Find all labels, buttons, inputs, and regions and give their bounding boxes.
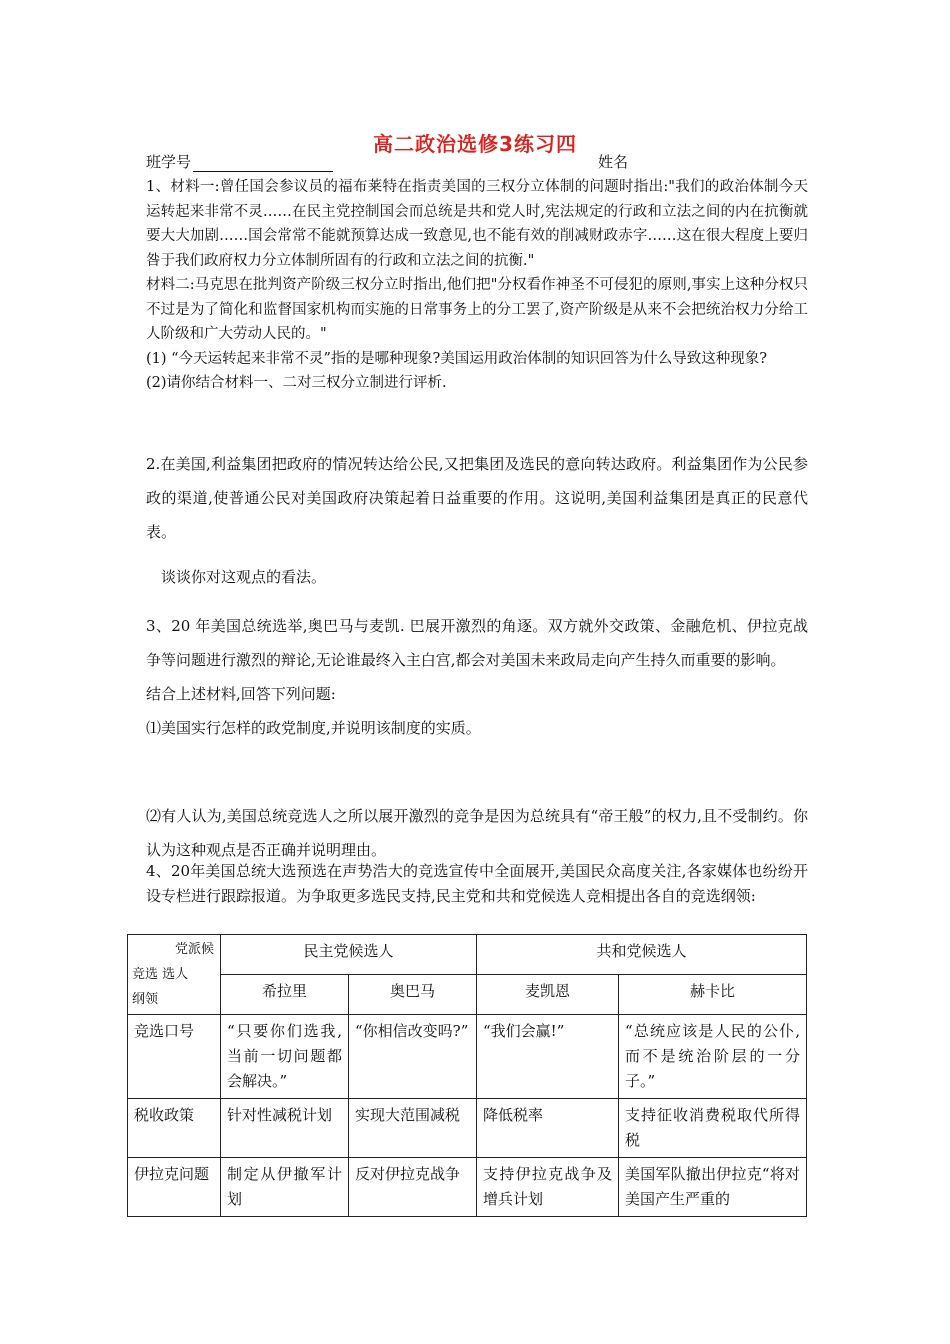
table-cell: 支持征收消费税取代所得税 xyxy=(619,1099,807,1158)
table-cell: 降低税率 xyxy=(477,1099,619,1158)
candidate-platform-table xyxy=(127,934,807,1217)
table-row xyxy=(128,1158,807,1217)
class-number-field[interactable] xyxy=(146,151,333,172)
table-corner-cell xyxy=(128,935,221,1015)
row-label: 竞选口号 xyxy=(128,1015,221,1099)
row-label: 税收政策 xyxy=(128,1099,221,1158)
q1-material-1: 1、材料一:曾任国会参议员的福布莱特在指责美国的三权分立体制的问题时指出:"我们的政治体制今天运转起来非常不灵……在民主党控制国会而总统是共和党人时,宪法规定的行政和立法之间的内在抗衡就要大大加剧……国会常常不能就预算达成一致意见,也不能有效的削减财政赤字……这在很大程度上要归咎于我们政府权力分立体制所固有的行政和立法之间的抗衡." xyxy=(146,179,808,269)
q3-text: 3、20 年美国总统选举,奥巴马与麦凯. 巴展开激烈的角逐。双方就外交政策、金融危机、伊拉克战争等问题进行激烈的辩论,无论谁最终入主白宫,都会对美国未来政局走向产生持久而重要的影响。 xyxy=(146,617,808,669)
candidate-name: 希拉里 xyxy=(221,975,349,1015)
candidate-name: 赫卡比 xyxy=(619,975,807,1015)
class-number-underline[interactable] xyxy=(193,156,333,172)
table-cell: 制定从伊撤军计划 xyxy=(221,1158,349,1217)
candidate-name-row xyxy=(128,975,807,1015)
table-row xyxy=(128,1015,807,1099)
q2-prompt: 谈谈你对这观点的看法。 xyxy=(161,568,327,586)
republican-header: 共和党候选人 xyxy=(477,935,807,975)
table-cell: 针对性减税计划 xyxy=(221,1099,349,1158)
q3-sub-question-1: ⑴美国实行怎样的政党制度,并说明该制度的实质。 xyxy=(146,719,481,737)
candidate-name: 麦凯恩 xyxy=(477,975,619,1015)
table-header-row xyxy=(128,935,807,975)
table-cell: 反对伊拉克战争 xyxy=(349,1158,477,1217)
class-number-label: 班学号 xyxy=(146,153,192,171)
q4-text: 4、20年美国总统大选预选在声势浩大的竞选宣传中全面展开,美国民众高度关注,各家媒体也纷纷开设专栏进行跟踪报道。为争取更多选民支持,民主党和共和党候选人竞相提出各自的竞选纲领: xyxy=(146,862,808,905)
question-3 xyxy=(146,609,808,745)
corner-line-3: 纲领 xyxy=(132,992,159,1007)
table-cell: “你相信改变吗?” xyxy=(349,1015,477,1099)
democratic-header: 民主党候选人 xyxy=(221,935,477,975)
table-cell: “我们会赢!” xyxy=(477,1015,619,1099)
q1-sub-question-2: (2)请你结合材料一、二对三权分立制进行评析. xyxy=(146,375,447,391)
question-1 xyxy=(146,175,808,396)
table-cell: 支持伊拉克战争及增兵计划 xyxy=(477,1158,619,1217)
table-cell: 美国军队撤出伊拉克“将对美国产生严重的 xyxy=(619,1158,807,1217)
candidate-name: 奥巴马 xyxy=(349,975,477,1015)
table-row xyxy=(128,1099,807,1158)
q1-sub-question-1: (1) “今天运转起来非常不灵”指的是哪种现象?美国运用政治体制的知识回答为什么导致这种现象? xyxy=(146,350,768,367)
table-cell: “只要你们选我,当前一切问题都会解决。” xyxy=(221,1015,349,1099)
q3-sub-question-2: ⑵有人认为,美国总统竞选人之所以展开激烈的竞争是因为总统具有“帝王般”的权力,且不受制约。你认为这种观点是否正确并说明理由。 xyxy=(146,807,808,859)
name-field xyxy=(598,151,628,172)
table-cell: 实现大范围减税 xyxy=(349,1099,477,1158)
corner-line-2: 竞选 选人 xyxy=(132,967,189,982)
q2-text: 2.在美国,利益集团把政府的情况转达给公民,又把集团及选民的意向转达政府。利益集团作为公民参政的渠道,使普通公民对美国政府决策起着日益重要的作用。这说明,美国利益集团是真正的民意代表。 xyxy=(146,455,808,541)
corner-line-1: 党派候 xyxy=(174,942,214,957)
question-2 xyxy=(146,447,808,549)
name-label: 姓名 xyxy=(598,153,629,171)
row-label: 伊拉克问题 xyxy=(128,1158,221,1217)
table-cell: “总统应该是人民的公仆,而不是统治阶层的一分子。” xyxy=(619,1015,807,1099)
q3-instruction: 结合上述材料,回答下列问题: xyxy=(146,685,336,703)
page-title: 高二政治选修3练习四 xyxy=(373,132,577,156)
q1-material-2: 材料二:马克思在批判资产阶级三权分立时指出,他们把"分权看作神圣不可侵犯的原则,事实上这种分权只不过是为了简化和监督国家机构而实施的日常事务上的分工罢了,资产阶级是从来不会把统治权力分给工人阶级和广大劳动人民的。" xyxy=(146,277,808,342)
